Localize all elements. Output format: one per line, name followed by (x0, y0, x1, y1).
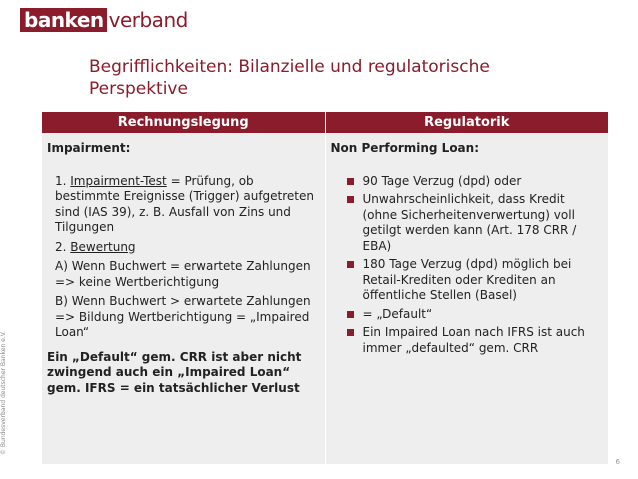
bullet-text: 90 Tage Verzug (dpd) oder (362, 173, 522, 188)
square-bullet-icon (347, 261, 354, 268)
square-bullet-icon (347, 329, 354, 336)
square-bullet-icon (347, 311, 354, 318)
bankenverband-logo (20, 8, 188, 32)
case-a-item: A) Wenn Buchwert = erwartete Zahlungen => keine Wertberichtigung (55, 259, 311, 289)
bewertung-item (55, 240, 319, 256)
logo-part-verband: verband (108, 8, 188, 32)
page-number: 6 (615, 458, 620, 466)
list-item (347, 307, 603, 323)
impairment-heading: Impairment: (47, 141, 131, 155)
bullet-text: 180 Tage Verzug (dpd) möglich bei Retail-Krediten oder Krediten an öffentliche Stellen (Basel) (362, 257, 572, 302)
impairment-test-link: Impairment-Test (70, 173, 167, 188)
square-bullet-icon (347, 178, 354, 185)
bullet-text: = „Default“ (362, 306, 433, 321)
list-item (347, 174, 603, 190)
default-note: Ein „Default“ gem. CRR ist aber nicht zwingend auch ein „Impaired Loan“ gem. IFRS = ein tatsächlicher Verlust (47, 349, 302, 395)
npl-heading: Non Performing Loan: (330, 141, 479, 155)
cell-regulatorik (325, 133, 608, 464)
header-rechnungslegung: Rechnungslegung (42, 112, 325, 133)
slide-title-line2: Perspektive (89, 79, 188, 99)
npl-criteria-list (331, 174, 603, 357)
bullet-text: Ein Impaired Loan nach IFRS ist auch immer „defaulted“ gem. CRR (362, 325, 585, 355)
table-body-row (42, 133, 608, 464)
comparison-table (42, 112, 608, 464)
cell-rechnungslegung (42, 133, 325, 464)
logo-part-banken: banken (20, 8, 107, 32)
slide-title-line1: Begrifflichkeiten: Bilanzielle und regulatorische (89, 57, 490, 77)
item1-prefix: 1. (55, 173, 71, 188)
list-item (347, 325, 603, 356)
square-bullet-icon (347, 196, 354, 203)
table-header-row (42, 112, 608, 133)
case-b-item: B) Wenn Buchwert > erwartete Zahlungen => Bildung Wertberichtigung = „Impaired Loan“ (55, 294, 311, 339)
list-item (347, 257, 603, 304)
bewertung-link: Bewertung (70, 239, 136, 254)
header-regulatorik: Regulatorik (325, 112, 608, 133)
bullet-text: Unwahrscheinlichkeit, dass Kredit (ohne Sicherheitenverwertung) voll getilgt werden kann (Art. 178 CRR / EBA) (362, 192, 577, 253)
impairment-test-item (55, 174, 319, 236)
item1-rest: = Prüfung, ob bestimmte Ereignisse (Trigger) aufgetreten sind (IAS 39), z. B. Ausfall von Zins und Tilgungen (55, 173, 314, 234)
list-item (347, 192, 603, 254)
slide-title (89, 56, 609, 100)
copyright-note: © Bundesverband deutscher Banken e.V. (0, 330, 7, 455)
item2-prefix: 2. (55, 239, 71, 254)
